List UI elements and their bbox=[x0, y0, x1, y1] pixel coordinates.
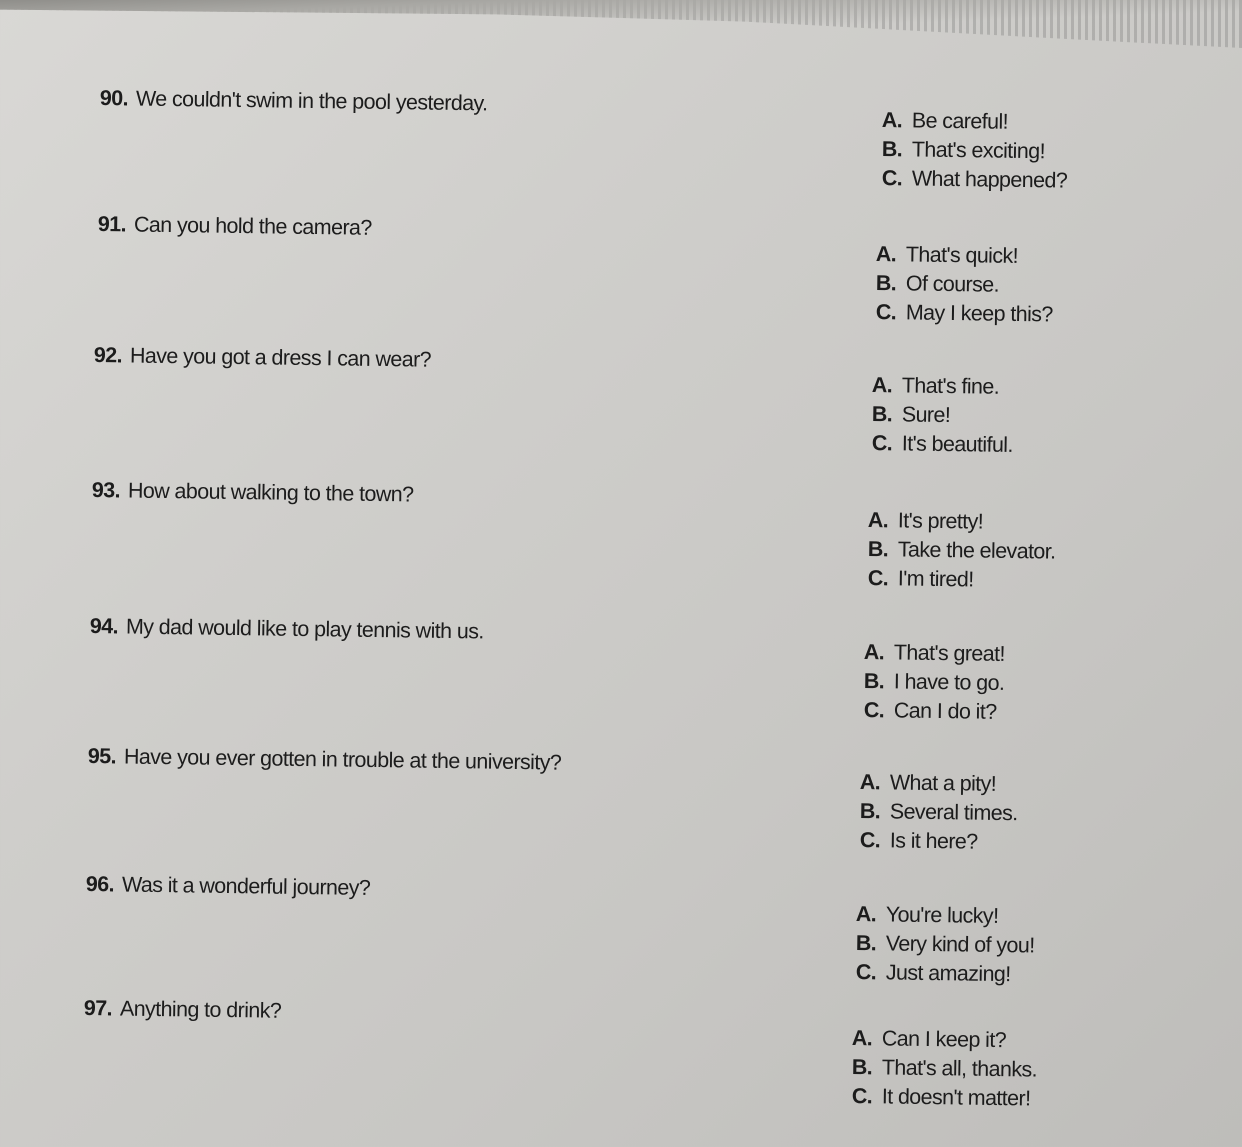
question-block-90 bbox=[100, 86, 1242, 206]
option-text: I'm tired! bbox=[897, 566, 974, 592]
option-letter: C. bbox=[871, 430, 893, 456]
question-number: 91. bbox=[97, 212, 127, 237]
question-text: Have you ever gotten in trouble at the university? bbox=[123, 744, 562, 775]
option-b bbox=[882, 135, 1068, 167]
option-text: You're lucky! bbox=[885, 902, 999, 928]
option-text: Several times. bbox=[889, 799, 1018, 826]
option-letter: B. bbox=[863, 668, 885, 694]
option-letter: A. bbox=[851, 1025, 873, 1051]
option-text: I have to go. bbox=[893, 669, 1005, 695]
option-a bbox=[876, 240, 1053, 271]
option-text: Just amazing! bbox=[885, 960, 1011, 987]
option-c bbox=[882, 164, 1068, 196]
question-block-91 bbox=[98, 212, 1242, 332]
option-letter: B. bbox=[851, 1054, 873, 1080]
question-96 bbox=[86, 872, 371, 901]
option-c bbox=[856, 958, 1035, 989]
option-text: Very kind of you! bbox=[885, 931, 1035, 958]
options-list-90 bbox=[882, 106, 1067, 193]
option-text: Be careful! bbox=[911, 108, 1009, 134]
option-b bbox=[852, 1053, 1038, 1085]
option-letter: A. bbox=[867, 507, 889, 533]
option-text: It's pretty! bbox=[897, 508, 984, 534]
option-a bbox=[882, 106, 1068, 138]
options-list-92 bbox=[872, 371, 1013, 458]
options-list-96 bbox=[856, 900, 1035, 987]
option-c bbox=[864, 696, 1005, 727]
options-list-94 bbox=[864, 638, 1005, 725]
option-c bbox=[852, 1082, 1038, 1114]
question-number: 93. bbox=[91, 478, 121, 503]
option-a bbox=[864, 638, 1005, 669]
question-number: 94. bbox=[89, 614, 119, 639]
options-list-97 bbox=[852, 1024, 1037, 1111]
options-list-91 bbox=[876, 240, 1053, 327]
option-letter: C. bbox=[859, 827, 881, 853]
option-letter: C. bbox=[881, 165, 903, 191]
option-text: Sure! bbox=[901, 402, 951, 428]
question-text: Can you hold the camera? bbox=[133, 212, 372, 240]
option-c bbox=[876, 298, 1053, 329]
option-c bbox=[860, 826, 1018, 857]
option-text: That's great! bbox=[893, 640, 1005, 666]
question-94 bbox=[90, 614, 484, 644]
option-letter: A. bbox=[881, 107, 903, 133]
option-text: Is it here? bbox=[889, 828, 978, 854]
option-b bbox=[876, 269, 1053, 300]
option-letter: A. bbox=[859, 769, 881, 795]
option-letter: B. bbox=[871, 401, 893, 427]
option-c bbox=[868, 564, 1056, 596]
option-text: It doesn't matter! bbox=[881, 1084, 1031, 1111]
option-letter: B. bbox=[855, 930, 877, 956]
option-text: That's quick! bbox=[905, 242, 1019, 268]
option-letter: C. bbox=[863, 697, 885, 723]
option-a bbox=[860, 768, 1018, 799]
option-letter: C. bbox=[855, 959, 877, 985]
option-letter: C. bbox=[867, 565, 889, 591]
option-text: That's exciting! bbox=[911, 137, 1046, 164]
option-text: What a pity! bbox=[889, 770, 997, 796]
question-text: How about walking to the town? bbox=[127, 478, 414, 507]
option-text: That's all, thanks. bbox=[881, 1055, 1038, 1082]
question-block-92 bbox=[94, 343, 1242, 463]
question-93 bbox=[92, 478, 414, 507]
option-letter: B. bbox=[867, 536, 889, 562]
option-text: Can I do it? bbox=[893, 698, 997, 724]
option-letter: B. bbox=[859, 798, 881, 824]
question-number: 97. bbox=[83, 996, 113, 1021]
question-number: 90. bbox=[99, 86, 129, 111]
question-number: 92. bbox=[93, 343, 123, 368]
options-list-95 bbox=[860, 768, 1018, 855]
option-letter: B. bbox=[875, 270, 897, 296]
option-text: May I keep this? bbox=[905, 300, 1053, 327]
question-92 bbox=[94, 343, 432, 373]
option-text: It's beautiful. bbox=[901, 431, 1014, 457]
page-top-border bbox=[0, 0, 1242, 48]
option-letter: B. bbox=[881, 136, 903, 162]
question-text: Anything to drink? bbox=[119, 996, 282, 1023]
option-text: That's fine. bbox=[901, 373, 1000, 399]
options-list-93 bbox=[868, 506, 1056, 593]
question-number: 95. bbox=[87, 744, 117, 769]
question-91 bbox=[98, 212, 372, 241]
option-text: Can I keep it? bbox=[881, 1026, 1007, 1053]
option-letter: A. bbox=[863, 639, 885, 665]
option-letter: C. bbox=[851, 1083, 873, 1109]
question-block-93 bbox=[92, 478, 1242, 598]
question-95 bbox=[88, 744, 562, 776]
option-letter: A. bbox=[871, 372, 893, 398]
option-b bbox=[856, 929, 1035, 960]
option-text: What happened? bbox=[911, 166, 1068, 193]
option-c bbox=[872, 429, 1013, 460]
question-number: 96. bbox=[85, 872, 115, 897]
option-text: Take the elevator. bbox=[897, 537, 1056, 564]
question-block-95 bbox=[88, 744, 1242, 864]
question-97 bbox=[84, 996, 282, 1024]
option-b bbox=[860, 797, 1018, 828]
question-block-97 bbox=[84, 996, 1242, 1116]
option-b bbox=[864, 667, 1005, 698]
option-letter: A. bbox=[875, 241, 897, 267]
question-block-96 bbox=[86, 872, 1242, 992]
question-block-94 bbox=[90, 614, 1242, 734]
option-a bbox=[872, 371, 1013, 402]
question-text: We couldn't swim in the pool yesterday. bbox=[135, 86, 488, 116]
option-a bbox=[852, 1024, 1038, 1056]
question-text: Was it a wonderful journey? bbox=[121, 872, 371, 900]
option-letter: C. bbox=[875, 299, 897, 325]
option-letter: A. bbox=[855, 901, 877, 927]
option-b bbox=[868, 535, 1056, 567]
question-text: Have you got a dress I can wear? bbox=[129, 343, 432, 372]
question-text: My dad would like to play tennis with us. bbox=[125, 614, 484, 644]
option-text: Of course. bbox=[905, 271, 1000, 297]
question-90 bbox=[100, 86, 488, 116]
option-a bbox=[856, 900, 1035, 931]
option-a bbox=[868, 506, 1056, 538]
option-b bbox=[872, 400, 1013, 431]
